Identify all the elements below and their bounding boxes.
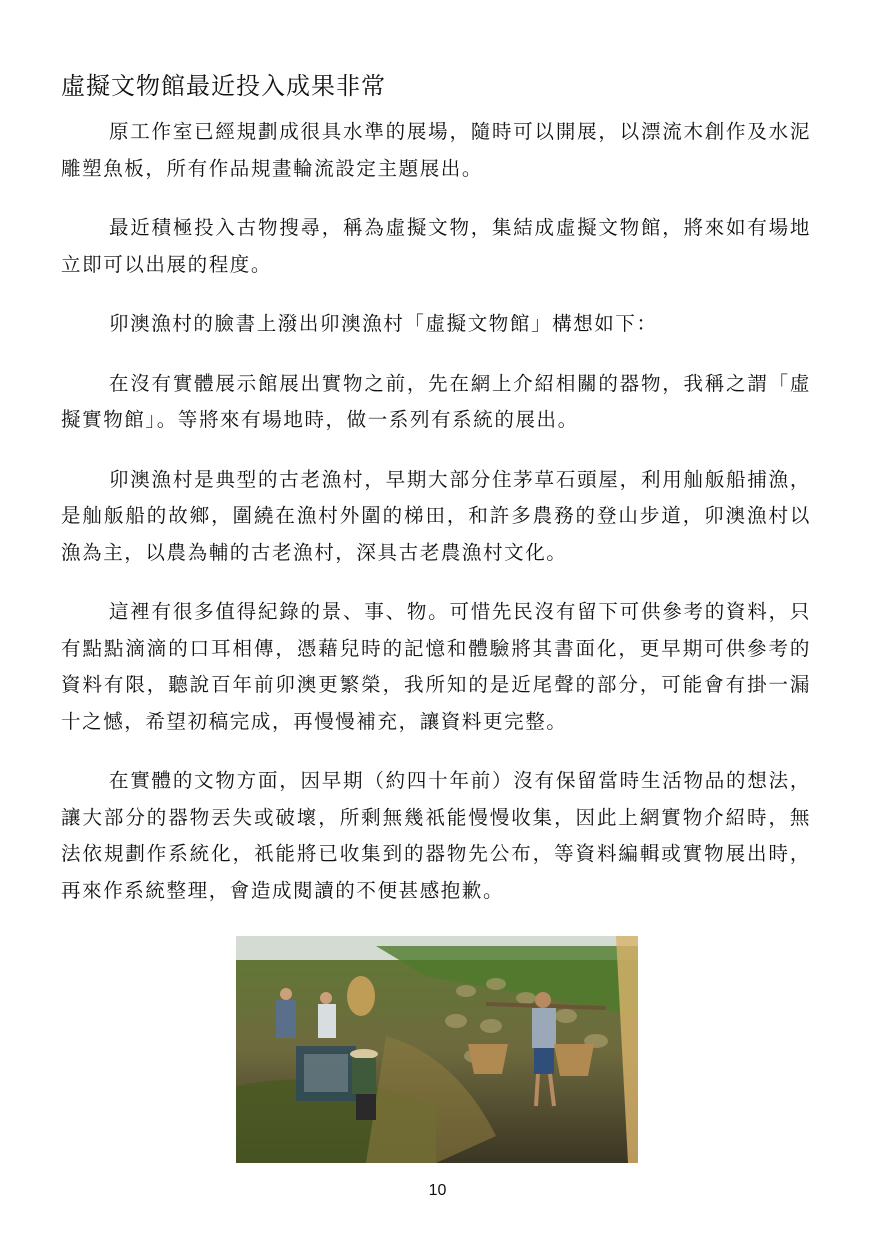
paragraph: 這裡有很多值得紀錄的景、事、物。可惜先民沒有留下可供參考的資料，只有點點滴滴的口耳相傳，憑藉兒時的記憶和體驗將其書面化，更早期可供參考的資料有限，聽說百年前卯澳更繁榮，我所知的是近尾聲的部分，可能會有掛一漏十之憾，希望初稿完成，再慢慢補充，讓資料更完整。 [61,600,811,733]
paragraph: 卯澳漁村是典型的古老漁村，早期大部分住茅草石頭屋，利用舢舨船捕漁，是舢舨船的故鄉，圍繞在漁村外圍的梯田，和許多農務的登山步道，卯澳漁村以漁為主，以農為輔的古老漁村，深具古老農漁村文化。 [61,467,811,564]
photo-illustration [236,936,638,1163]
threshing-machine [296,1046,356,1101]
paragraph: 原工作室已經規劃成很具水準的展場，隨時可以開展，以漂流木創作及水泥雕塑魚板，所有作品規畫輪流設定主題展出。 [61,120,811,180]
paragraph: 在沒有實體展示館展出實物之前，先在網上介紹相關的器物，我稱之謂「虛擬實物館」。等將來有場地時，做一系列有系統的展出。 [61,371,811,431]
paragraph: 最近積極投入古物搜尋，稱為虛擬文物，集結成虛擬文物館，將來如有場地立即可以出展的程度。 [61,216,811,276]
paragraph: 卯澳漁村的臉書上潑出卯澳漁村「虛擬文物館」構想如下： [109,312,658,335]
paragraph: 在實體的文物方面，因早期（約四十年前）沒有保留當時生活物品的想法，讓大部分的器物丟失或破壞，所剩無幾祇能慢慢收集，因此上網實物介紹時，無法依規劃作系統化，祇能將已收集到的器物先公布，等資料編輯或實物展出時，再來作系統整理，會造成閱讀的不便甚感抱歉。 [61,769,811,902]
rice-harvest-photo [236,936,638,1163]
page-number: 10 [428,1182,447,1199]
body-text [61,114,811,932]
page-title: 虛擬文物館最近投入成果非常 [61,72,386,100]
